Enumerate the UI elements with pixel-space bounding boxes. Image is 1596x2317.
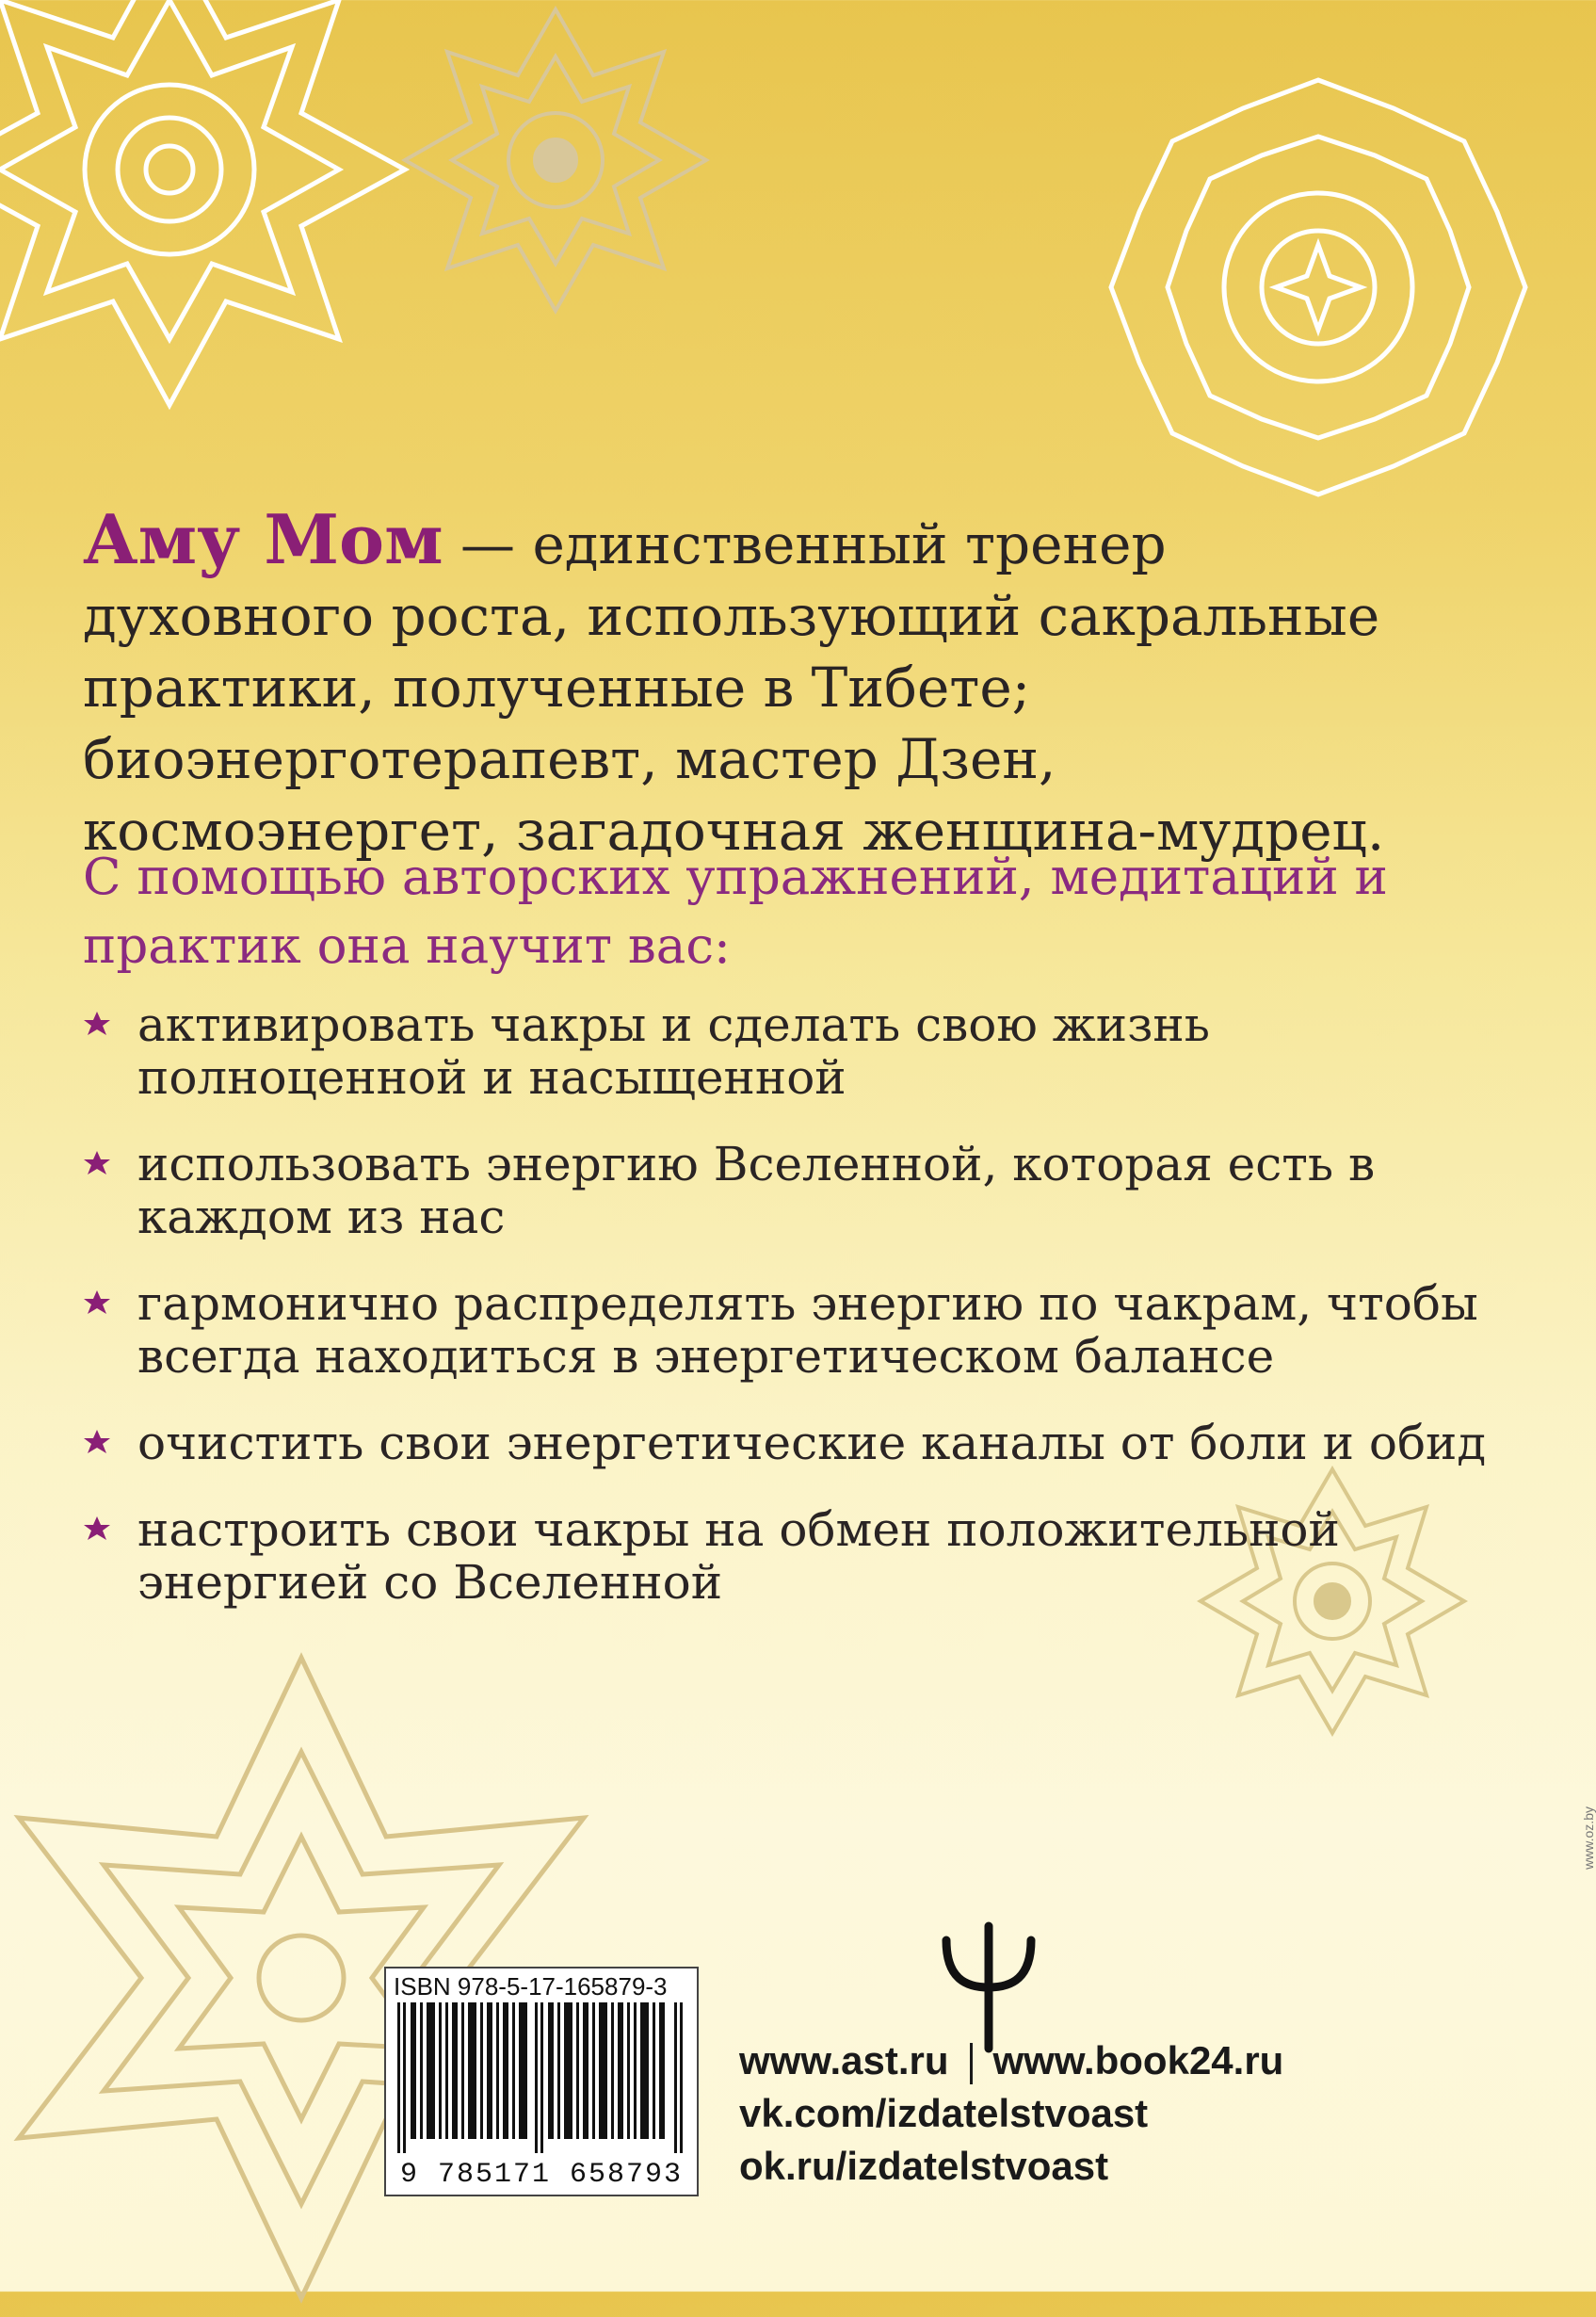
list-item-text: настроить свои чакры на обмен положительной энергией со Вселенной bbox=[137, 1502, 1340, 1610]
vk-link[interactable]: vk.com/izdatelstvoast bbox=[739, 2091, 1149, 2135]
list-item-text: гармонично распределять энергию по чакрам, чтобы всегда находиться в энергетическом балансе bbox=[137, 1276, 1478, 1384]
ast-link[interactable]: www.ast.ru bbox=[739, 2038, 949, 2082]
flower-bullet-icon bbox=[83, 1012, 111, 1040]
list-item-text: активировать чакры и сделать свою жизнь полноценной и насыщенной bbox=[137, 997, 1210, 1105]
list-item bbox=[83, 1417, 1495, 1469]
intro-paragraph: С помощью авторских упражнений, медитаций и практик она научит вас: bbox=[83, 849, 1388, 975]
author-name: Аму Мом bbox=[83, 499, 443, 579]
mandala-top-right bbox=[1097, 66, 1540, 509]
flower-bullet-icon bbox=[83, 1430, 111, 1458]
list-item bbox=[83, 1138, 1495, 1243]
flower-bullet-icon bbox=[83, 1151, 111, 1179]
list-item-text: использовать энергию Вселенной, которая есть в каждом из нас bbox=[137, 1137, 1376, 1244]
list-item-text: очистить свои энергетические каналы от боли и обид bbox=[137, 1416, 1487, 1470]
list-item bbox=[83, 1277, 1495, 1383]
publisher-links bbox=[739, 2034, 1283, 2193]
barcode-bars bbox=[397, 2002, 685, 2153]
author-description: — единственный тренер духовного роста, использующий сакральные практики, полученные в Тибете; биоэнерготерапевт, мастер Дзен, космоэнергет, загадочная женщина-мудрец. bbox=[83, 512, 1385, 863]
watermark: www.oz.by bbox=[1581, 1807, 1596, 1870]
publisher-logo-icon bbox=[937, 1921, 1040, 2053]
author-paragraph bbox=[83, 499, 1458, 867]
ok-link[interactable]: ok.ru/izdatelstvoast bbox=[739, 2144, 1109, 2188]
list-item bbox=[83, 1503, 1495, 1609]
list-item bbox=[83, 998, 1495, 1104]
flower-bullet-icon bbox=[83, 1290, 111, 1319]
isbn-barcode bbox=[384, 1967, 699, 2196]
mandala-top-middle bbox=[358, 0, 753, 396]
book24-link[interactable]: www.book24.ru bbox=[992, 2038, 1284, 2082]
flower-bullet-icon bbox=[83, 1516, 111, 1545]
skills-list bbox=[83, 998, 1495, 1643]
barcode-digits: 9 785171 658793 bbox=[399, 2159, 684, 2191]
isbn-number: ISBN 978-5-17-165879-3 bbox=[394, 1972, 668, 2001]
link-divider bbox=[970, 2043, 973, 2084]
